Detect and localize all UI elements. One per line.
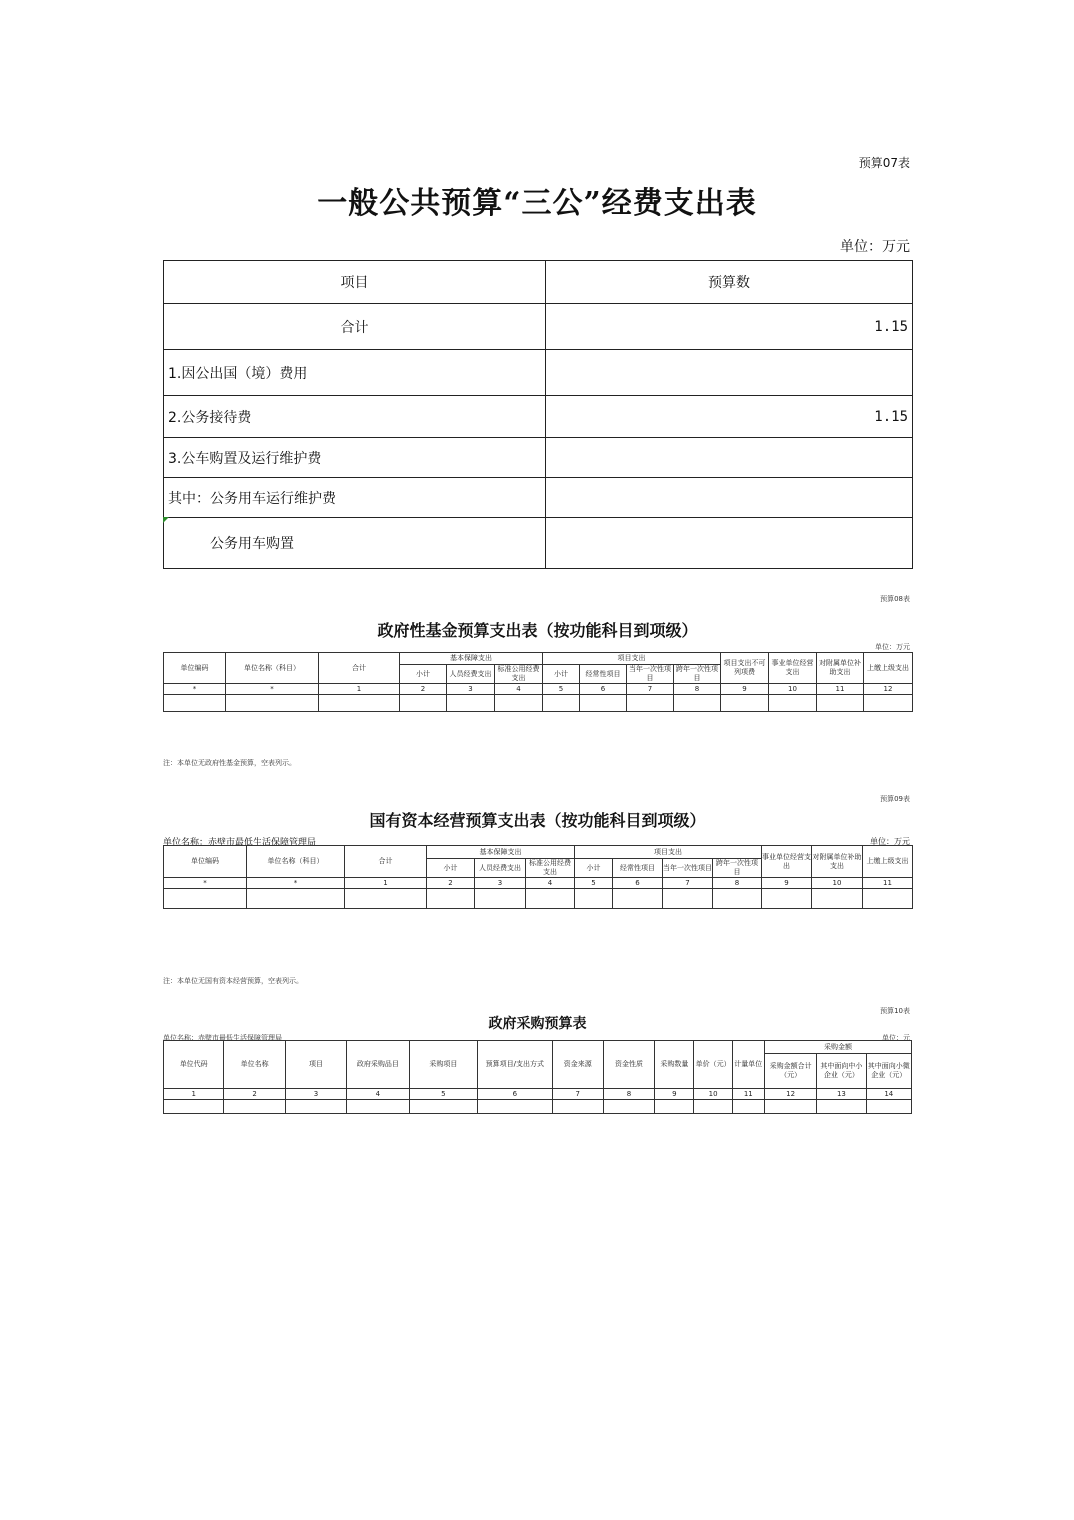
header-project-crossyear: 跨年一次性项目 xyxy=(713,859,762,878)
header-project-crossyear: 跨年一次性项目 xyxy=(674,665,721,684)
header-amount-group: 采购金额 xyxy=(764,1041,911,1054)
row-value-vehicle xyxy=(546,438,913,478)
header-project-regular: 经常性项目 xyxy=(613,859,663,878)
header-project: 项目 xyxy=(285,1041,346,1089)
header-basic-personnel: 人员经费支出 xyxy=(475,859,526,878)
header-basic: 基本保障支出 xyxy=(427,846,575,859)
header-project-unlisted: 项目支出不可列项费 xyxy=(721,653,769,684)
org-name-label: 单位名称：赤壁市最低生活保障管理局 xyxy=(163,838,317,848)
index-cell: 5 xyxy=(409,1089,477,1100)
index-cell: 6 xyxy=(613,878,663,889)
header-basic-personnel: 人员经费支出 xyxy=(447,665,495,684)
header-project-regular: 经常性项目 xyxy=(580,665,627,684)
index-cell: 9 xyxy=(655,1089,694,1100)
index-cell: 11 xyxy=(732,1089,764,1100)
header-subsidy: 对附属单位补助支出 xyxy=(817,653,864,684)
header-fund-nature: 资金性质 xyxy=(603,1041,654,1089)
header-unit-price: 单价（元） xyxy=(694,1041,732,1089)
header-project-onetime: 当年一次性项目 xyxy=(663,859,713,878)
index-cell: 1 xyxy=(164,1089,224,1100)
header-upper: 上缴上级支出 xyxy=(864,653,913,684)
index-cell: 8 xyxy=(713,878,762,889)
index-cell: 13 xyxy=(817,1089,866,1100)
index-row xyxy=(164,1089,912,1100)
row-value-total: 1.15 xyxy=(546,304,913,350)
header-amount-total: 采购金额合计（元） xyxy=(764,1054,816,1089)
index-cell: 8 xyxy=(674,684,721,695)
unit-label: 单位：万元 xyxy=(840,239,910,255)
header-business: 事业单位经营支出 xyxy=(769,653,817,684)
org-name-label: 单位名称：赤壁市最低生活保障管理局 xyxy=(163,1034,282,1042)
cell-comment-marker xyxy=(163,517,169,523)
index-cell: 11 xyxy=(863,878,913,889)
state-capital-table xyxy=(163,845,913,909)
index-cell: 10 xyxy=(812,878,863,889)
header-subsidy: 对附属单位补助支出 xyxy=(812,846,863,878)
table-code-label: 预算08表 xyxy=(880,595,910,603)
row-value-vehicle-maintenance xyxy=(546,478,913,518)
index-cell: 12 xyxy=(764,1089,816,1100)
header-upper: 上缴上级支出 xyxy=(863,846,913,878)
index-cell: 11 xyxy=(817,684,864,695)
header-unit-code: 单位编码 xyxy=(164,653,226,684)
index-cell: 6 xyxy=(580,684,627,695)
header-project-subtotal: 小计 xyxy=(575,859,613,878)
index-cell: 7 xyxy=(663,878,713,889)
row-label-total: 合计 xyxy=(164,304,546,350)
index-cell: 7 xyxy=(627,684,674,695)
header-basic-subtotal: 小计 xyxy=(427,859,475,878)
table-code-label: 预算07表 xyxy=(858,156,910,170)
header-project-subtotal: 小计 xyxy=(543,665,580,684)
header-quantity: 采购数量 xyxy=(655,1041,694,1089)
header-unit-name: 单位名称（科目） xyxy=(226,653,319,684)
header-unit-name: 单位名称（科目） xyxy=(247,846,345,878)
section-title: 政府采购预算表 xyxy=(488,1016,587,1032)
unit-label: 单位：元 xyxy=(882,1034,910,1042)
note-text: 注：本单位无政府性基金预算，空表列示。 xyxy=(163,759,296,767)
row-label-reception: 2.公务接待费 xyxy=(164,396,546,438)
empty-row xyxy=(164,695,913,712)
index-cell: * xyxy=(164,684,226,695)
index-cell: 8 xyxy=(603,1089,654,1100)
page-title: 一般公共预算“三公”经费支出表 xyxy=(317,186,757,221)
empty-row xyxy=(164,1100,912,1114)
unit-label: 单位：万元 xyxy=(870,837,910,846)
header-amount-micro: 其中面向小微企业（元） xyxy=(866,1054,911,1089)
index-cell: 4 xyxy=(526,878,575,889)
header-project-onetime: 当年一次性项目 xyxy=(627,665,674,684)
index-cell: 2 xyxy=(224,1089,285,1100)
header-procurement-item: 采购项目 xyxy=(409,1041,477,1089)
header-business: 事业单位经营支出 xyxy=(762,846,812,878)
index-cell: 9 xyxy=(762,878,812,889)
index-cell: 5 xyxy=(543,684,580,695)
index-cell: * xyxy=(164,878,247,889)
note-text: 注：本单位无国有资本经营预算，空表列示。 xyxy=(163,977,303,985)
index-cell: 4 xyxy=(495,684,543,695)
government-fund-table xyxy=(163,652,913,712)
index-cell: 3 xyxy=(475,878,526,889)
header-unit-code: 单位代码 xyxy=(164,1041,224,1089)
index-cell: 3 xyxy=(285,1089,346,1100)
table-code-label: 预算09表 xyxy=(880,795,910,803)
row-value-reception: 1.15 xyxy=(546,396,913,438)
index-row xyxy=(164,684,913,695)
header-basic: 基本保障支出 xyxy=(400,653,543,665)
header-total: 合计 xyxy=(345,846,427,878)
table-code-label: 预算10表 xyxy=(880,1007,910,1015)
row-value-overseas xyxy=(546,350,913,396)
index-cell: 4 xyxy=(347,1089,409,1100)
row-label-vehicle-purchase: 公务用车购置 xyxy=(164,518,546,569)
government-procurement-table xyxy=(163,1040,912,1114)
column-header-budget: 预算数 xyxy=(546,261,913,304)
index-cell: 3 xyxy=(447,684,495,695)
header-total: 合计 xyxy=(319,653,400,684)
index-cell: 7 xyxy=(552,1089,603,1100)
index-cell: 6 xyxy=(478,1089,552,1100)
index-cell: 1 xyxy=(345,878,427,889)
index-cell: * xyxy=(226,684,319,695)
column-header-item: 项目 xyxy=(164,261,546,304)
header-basic-subtotal: 小计 xyxy=(400,665,447,684)
header-unit-code: 单位编码 xyxy=(164,846,247,878)
unit-label: 单位：万元 xyxy=(875,643,910,651)
index-cell: 1 xyxy=(319,684,400,695)
index-cell: 10 xyxy=(694,1089,732,1100)
header-measure-unit: 计量单位 xyxy=(732,1041,764,1089)
index-cell: * xyxy=(247,878,345,889)
header-procurement-category: 政府采购品目 xyxy=(347,1041,409,1089)
header-unit-name: 单位名称 xyxy=(224,1041,285,1089)
index-row xyxy=(164,878,913,889)
row-label-vehicle-maintenance: 其中：公务用车运行维护费 xyxy=(164,478,546,518)
index-cell: 5 xyxy=(575,878,613,889)
header-basic-public: 标准公用经费支出 xyxy=(526,859,575,878)
header-amount-sme: 其中面向中小企业（元） xyxy=(817,1054,866,1089)
index-cell: 10 xyxy=(769,684,817,695)
row-label-overseas: 1.因公出国（境）费用 xyxy=(164,350,546,396)
header-basic-public: 标准公用经费支出 xyxy=(495,665,543,684)
section-title: 国有资本经营预算支出表（按功能科目到项级） xyxy=(369,811,706,830)
index-cell: 12 xyxy=(864,684,913,695)
index-cell: 2 xyxy=(427,878,475,889)
row-value-vehicle-purchase xyxy=(546,518,913,569)
section-title: 政府性基金预算支出表（按功能科目到项级） xyxy=(377,621,698,640)
row-label-vehicle: 3.公车购置及运行维护费 xyxy=(164,438,546,478)
index-cell: 14 xyxy=(866,1089,911,1100)
index-cell: 9 xyxy=(721,684,769,695)
header-project: 项目支出 xyxy=(543,653,721,665)
index-cell: 2 xyxy=(400,684,447,695)
header-fund-source: 资金来源 xyxy=(552,1041,603,1089)
three-public-expense-table xyxy=(163,260,913,569)
header-project: 项目支出 xyxy=(575,846,762,859)
empty-row xyxy=(164,889,913,909)
header-budget-item: 预算项目/支出方式 xyxy=(478,1041,552,1089)
